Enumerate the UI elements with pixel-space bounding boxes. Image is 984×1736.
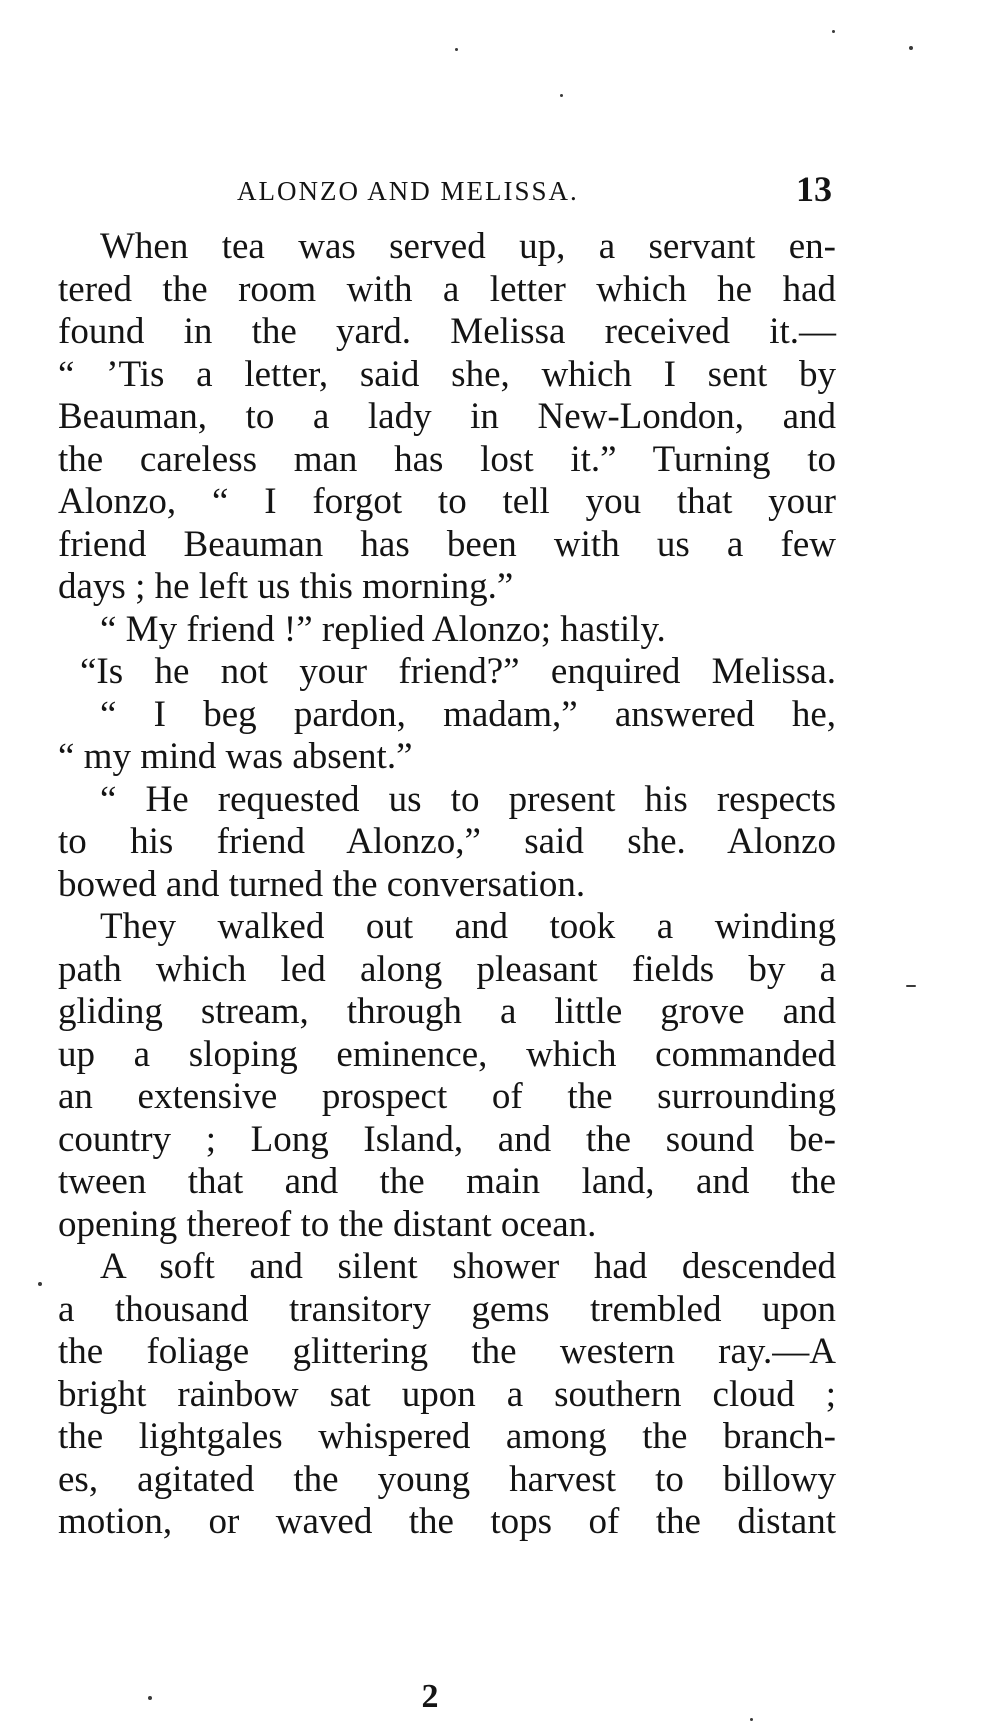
text-line: up a sloping eminence, which commanded [58,1033,836,1075]
text-line: es, agitated the young harvest to billowy [58,1458,836,1500]
scan-speck [560,94,563,97]
text-line: bright rainbow sat upon a southern cloud ; [58,1373,836,1415]
text-line: They walked out and took a winding [100,906,836,947]
scan-speck [148,1696,152,1700]
text-line: Beauman, to a lady in New-London, and [58,396,836,437]
text-line: the foliage glittering the western ray.—A [58,1331,836,1372]
text-line: “ My friend !” replied Alonzo; hastily. [100,608,666,650]
text-line: gliding stream, through a little grove and [58,991,836,1032]
text-line: A soft and silent shower had descended [100,1246,836,1287]
text-line: “ ’Tis a letter, said she, which I sent by [58,353,836,395]
text-line: “ He requested us to present his respects [100,778,836,820]
body-text [58,226,836,1544]
text-line: the lightgales whispered among the branch- [58,1416,836,1457]
text-line: friend Beauman has been with us a few [58,523,836,565]
running-title: ALONZO AND MELISSA. [237,176,579,206]
running-head [60,168,832,212]
text-line: found in the yard. Melissa received it.— [58,311,836,352]
scan-speck [455,48,458,51]
text-line: the careless man has lost it.” Turning to [58,438,836,480]
signature-mark: 2 [421,1678,439,1715]
text-line: When tea was served up, a servant en- [100,226,836,267]
text-line: tween that and the main land, and the [58,1161,836,1202]
scan-speck [832,30,835,33]
text-line: bowed and turned the conversation. [58,863,586,905]
text-line: tered the room with a letter which he had [58,268,836,310]
text-line: “ I beg pardon, madam,” answered he, [100,693,836,735]
text-line: motion, or waved the tops of the distant [58,1501,836,1542]
text-line: path which led along pleasant fields by a [58,948,836,990]
page-number: 13 [796,169,832,209]
text-line: an extensive prospect of the surrounding [58,1076,836,1117]
text-line: country ; Long Island, and the sound be- [58,1118,836,1160]
text-line: opening thereof to the distant ocean. [58,1203,597,1245]
text-line: “Is he not your friend?” enquired Melissa. [80,651,836,692]
scan-speck [906,985,916,987]
text-line: a thousand transitory gems trembled upon [58,1288,836,1330]
scan-speck [750,1718,753,1721]
text-line: Alonzo, “ I forgot to tell you that your [58,481,836,522]
scan-speck [38,1282,42,1286]
scan-speck [909,46,913,50]
text-line: days ; he left us this morning.” [58,566,514,607]
text-line: to his friend Alonzo,” said she. Alonzo [58,821,836,862]
text-line: “ my mind was absent.” [58,736,413,777]
